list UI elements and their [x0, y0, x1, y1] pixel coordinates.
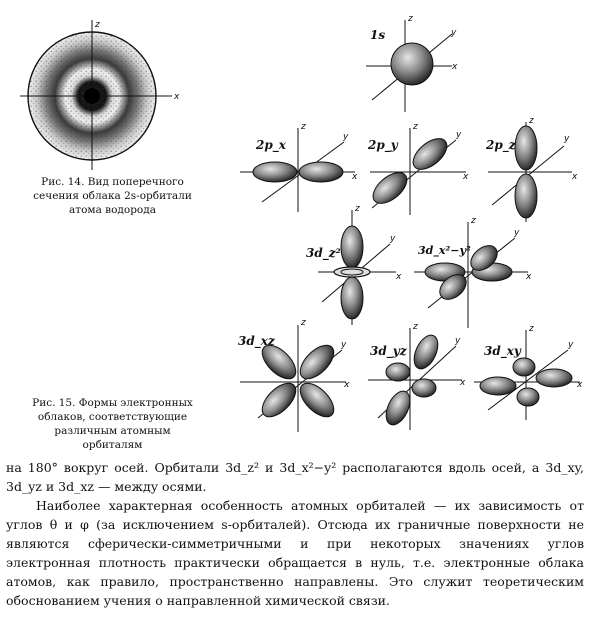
- orbital-2pz: [488, 122, 572, 222]
- paragraph-2: Наиболее характерная особенность атомных орбиталей — их зависимость от углов θ и φ (за исключением s-орбиталей). Отсюда их граничные поверхности не являются сферически-симметричными и при некоторых значениях углов электронная плотность практически обращается в нуль, т.е. электронные облака атомов, как правило, пространственно направлены. Это служит теоретическим обоснованием учения о направленной химической связи.: [6, 498, 584, 608]
- axis-z-3dz2: z: [355, 204, 360, 214]
- axis-z-3dxz: z: [301, 318, 306, 328]
- fig14-axis-x: x: [174, 92, 180, 102]
- axis-y-2py: y: [456, 130, 462, 140]
- orbital-label-3dz2: 3d_z²: [306, 246, 341, 260]
- paragraph-1: на 180° вокруг осей. Орбитали 3d_z² и 3d_x²−y² располагаются вдоль осей, а 3d_xy, 3d_yz и 3d_xz — между осями.: [6, 460, 584, 494]
- axis-y-3dxy: y: [568, 340, 574, 350]
- figure-14-caption: Рис. 14. Вид поперечного сечения облака 2s-орбитали атома водорода: [33, 176, 192, 216]
- axis-x-3dz2: x: [396, 272, 402, 282]
- axis-z-3dx2y2: z: [471, 216, 476, 226]
- axis-x-3dxy: x: [577, 380, 583, 390]
- figure-15-caption: Рис. 15. Формы электронных облаков, соответствующие различным атомным орбиталям: [32, 397, 193, 451]
- axis-x-2py: x: [463, 172, 469, 182]
- orbital-label-2py: 2p_y: [368, 138, 398, 152]
- orbital-label-3dxy: 3d_xy: [484, 344, 521, 358]
- body-text: [6, 458, 584, 610]
- axis-x-3dx2y2: x: [526, 272, 532, 282]
- axis-x-2px: x: [352, 172, 358, 182]
- axis-y-3dz2: y: [390, 234, 396, 244]
- axis-y-1s: y: [451, 28, 457, 38]
- axis-y-2pz: y: [564, 134, 570, 144]
- figure-14-2s-cross-section: [20, 20, 172, 170]
- axis-y-2px: y: [343, 132, 349, 142]
- axis-y-3dx2y2: y: [514, 228, 520, 238]
- axis-x-3dxz: x: [344, 380, 350, 390]
- axis-z-2py: z: [413, 122, 418, 132]
- axis-z-2pz: z: [529, 116, 534, 126]
- axis-y-3dxz: y: [341, 340, 347, 350]
- axis-y-3dyz: y: [455, 336, 461, 346]
- orbital-label-1s: 1s: [370, 28, 386, 42]
- axis-z-3dyz: z: [413, 322, 418, 332]
- orbital-label-2pz: 2p_z: [486, 138, 516, 152]
- orbital-3dx2-y2: [414, 222, 528, 328]
- axis-z-3dxy: z: [529, 324, 534, 334]
- orbital-3dz2: [318, 210, 396, 325]
- axis-x-2pz: x: [572, 172, 578, 182]
- fig14-axis-z: z: [95, 20, 100, 30]
- axis-z-2px: z: [301, 122, 306, 132]
- orbital-label-2px: 2p_x: [256, 138, 286, 152]
- orbital-label-3dx2-y2: 3d_x²−y²: [418, 244, 471, 257]
- orbital-label-3dyz: 3d_yz: [370, 344, 407, 358]
- axis-x-1s: x: [452, 62, 458, 72]
- orbital-label-3dxz: 3d_xz: [238, 334, 275, 348]
- axis-z-1s: z: [408, 14, 413, 24]
- axis-x-3dyz: x: [460, 378, 466, 388]
